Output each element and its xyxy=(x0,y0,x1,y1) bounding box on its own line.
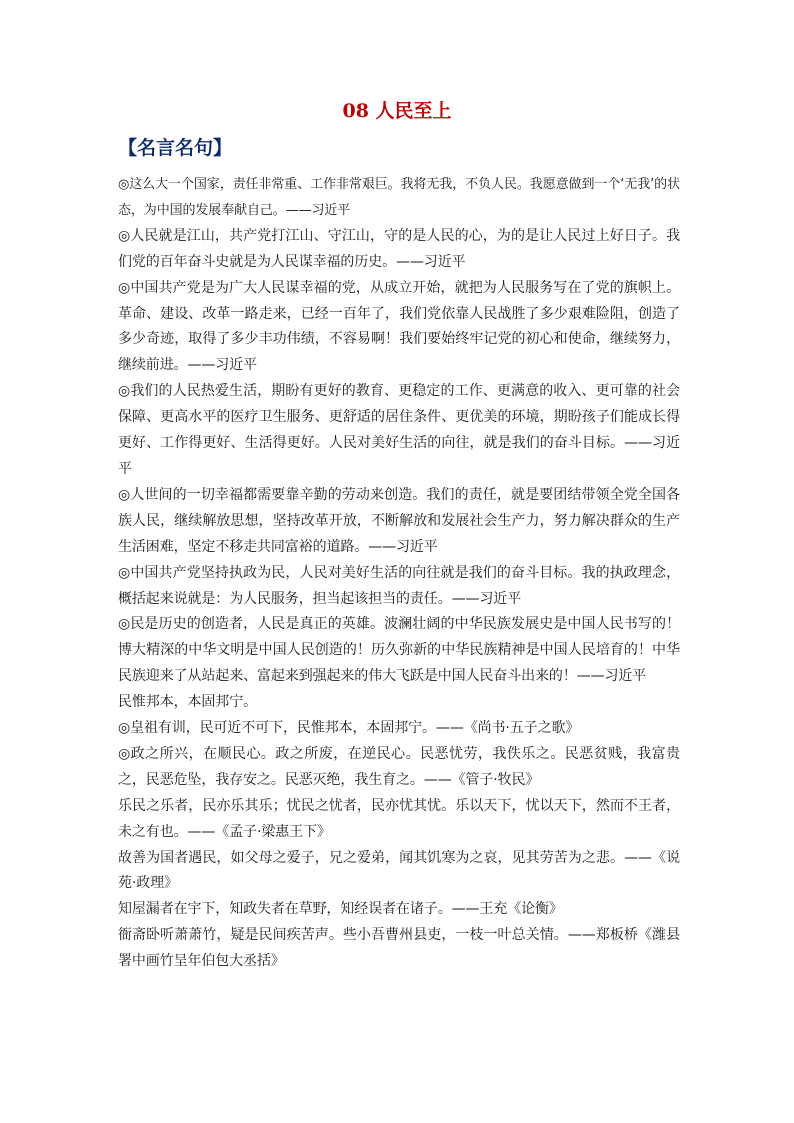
quote-paragraph: 故善为国者遇民，如父母之爱子，兄之爱弟，闻其饥寒为之哀，见其劳苦为之悲。——《说苑·政理》 xyxy=(118,849,680,892)
quote-paragraph: ◎政之所兴，在顺民心。政之所废，在逆民心。民恶忧劳，我佚乐之。民恶贫贱，我富贵之，民恶危坠，我存安之。民恶灭绝，我生育之。——《管子·牧民》 xyxy=(118,745,680,788)
quote-paragraph: ◎人民就是江山，共产党打江山、守江山，守的是人民的心，为的是让人民过上好日子。我们党的百年奋斗史就是为人民谋幸福的历史。——习近平 xyxy=(118,227,680,270)
quote-paragraph: ◎人世间的一切幸福都需要靠辛勤的劳动来创造。我们的责任，就是要团结带领全党全国各族人民，继续解放思想，坚持改革开放，不断解放和发展社会生产力，努力解决群众的生产生活困难，坚定不移走共同富裕的道路。——习近平 xyxy=(118,486,680,555)
quote-paragraph: ◎我们的人民热爱生活，期盼有更好的教育、更稳定的工作、更满意的收入、更可靠的社会保障、更高水平的医疗卫生服务、更舒适的居住条件、更优美的环境，期盼孩子们能成长得更好、工作得更好、生活得更好。人民对美好生活的向往，就是我们的奋斗目标。——习近平 xyxy=(118,383,680,477)
quote-paragraph: 民惟邦本，本固邦宁。 xyxy=(118,694,257,711)
quote-paragraph: ◎这么大一个国家，责任非常重、工作非常艰巨。我将无我，不负人民。我愿意做到一个‘无我’的状态，为中国的发展奉献自己。——习近平 xyxy=(118,177,680,218)
quote-paragraph: 知屋漏者在宇下，知政失者在草野，知经误者在诸子。——王充《论衡》 xyxy=(118,901,563,918)
quote-paragraph: 乐民之乐者，民亦乐其乐；忧民之忧者，民亦忧其忧。乐以天下，忧以天下，然而不王者，未之有也。——《孟子·梁惠王下》 xyxy=(118,797,680,840)
quote-paragraph: 衙斋卧听萧萧竹，疑是民间疾苦声。些小吾曹州县吏，一枝一叶总关情。——郑板桥《潍县署中画竹呈年伯包大丞括》 xyxy=(118,927,680,970)
quote-paragraph: ◎皇祖有训，民可近不可下，民惟邦本，本固邦宁。——《尚书·五子之歌》 xyxy=(118,720,580,737)
section-heading: 【名言名句】 xyxy=(118,137,233,159)
quotes-list xyxy=(118,172,680,975)
quote-paragraph: ◎民是历史的创造者，人民是真正的英雄。波澜壮阔的中华民族发展史是中国人民书写的！博大精深的中华文明是中国人民创造的！历久弥新的中华民族精神是中国人民培育的！中华民族迎来了从站起来、富起来到强起来的伟大飞跃是中国人民奋斗出来的！——习近平 xyxy=(118,616,680,685)
page-title: 08 人民至上 xyxy=(342,100,452,122)
quote-paragraph: ◎中国共产党是为广大人民谋幸福的党，从成立开始，就把为人民服务写在了党的旗帜上。革命、建设、改革一路走来，已经一百年了，我们党依靠人民战胜了多少艰难险阻，创造了多少奇迹，取得了多少丰功伟绩，不容易啊！我们要始终牢记党的初心和使命，继续努力，继续前进。——习近平 xyxy=(118,279,680,374)
quote-paragraph: ◎中国共产党坚持执政为民，人民对美好生活的向往就是我们的奋斗目标。我的执政理念，概括起来说就是：为人民服务，担当起该担当的责任。——习近平 xyxy=(118,564,680,607)
